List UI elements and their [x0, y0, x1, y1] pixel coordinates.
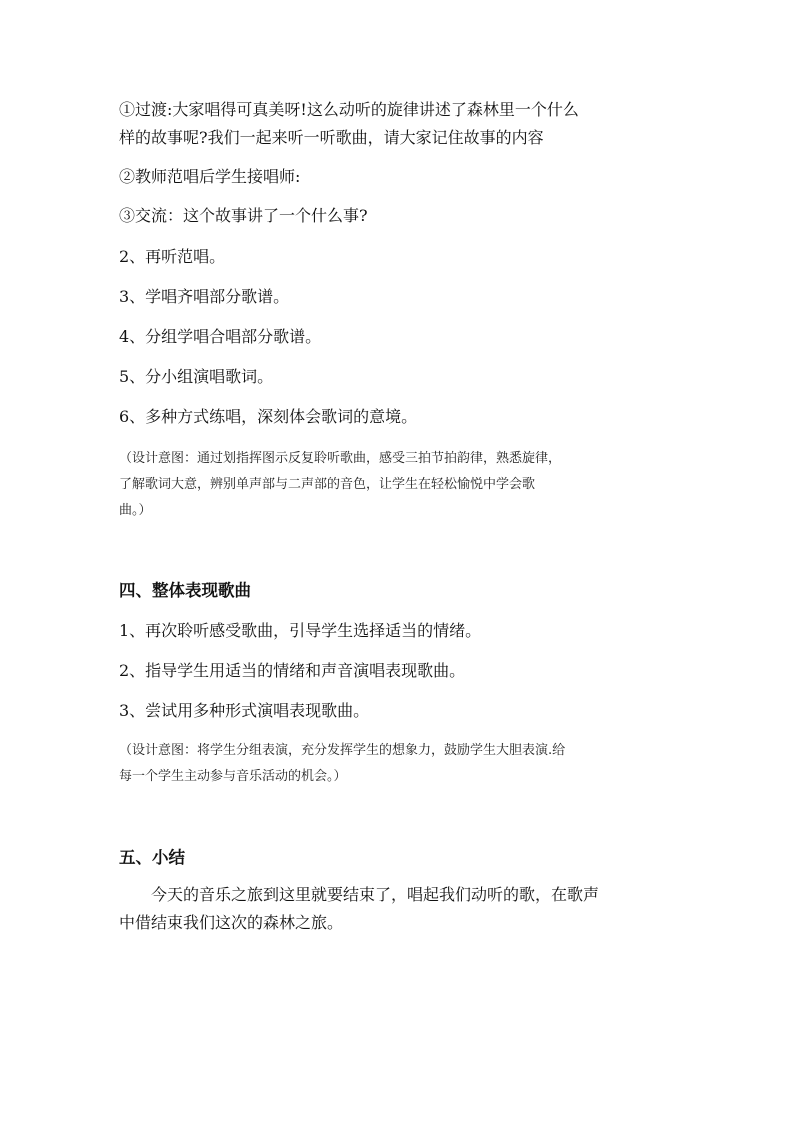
summary-line2: 中借结束我们这次的森林之旅。: [119, 913, 344, 932]
list-item: 4、分组学唱合唱部分歌谱。: [119, 327, 322, 346]
summary-line1: 今天的音乐之旅到这里就要结束了，唱起我们动听的歌，在歌声: [151, 885, 600, 904]
paragraph-teacher-sings: ②教师范唱后学生接唱师:: [119, 167, 301, 186]
list-item: 1、再次聆听感受歌曲，引导学生选择适当的情绪。: [119, 621, 482, 640]
list-item: 3、学唱齐唱部分歌谱。: [119, 287, 290, 306]
list-item: 5、分小组演唱歌词。: [119, 367, 274, 386]
paragraph-transition-line2: 样的故事呢?我们一起来听一听歌曲，请大家记住故事的内容: [119, 128, 544, 147]
list-item: 3、尝试用多种形式演唱表现歌曲。: [119, 701, 370, 720]
design-note-line3: 曲。）: [119, 503, 152, 518]
section-heading-summary: 五、小结: [119, 848, 185, 867]
paragraph-discussion: ③交流：这个故事讲了一个什么事?: [119, 206, 368, 225]
section-heading-perform: 四、整体表现歌曲: [119, 581, 251, 600]
list-item: 2、指导学生用适当的情绪和声音演唱表现歌曲。: [119, 661, 466, 680]
list-item: 2、再听范唱。: [119, 247, 226, 266]
design-note-line2: 每一个学生主动参与音乐活动的机会。）: [119, 769, 347, 784]
design-note-line1: （设计意图：将学生分组表演，充分发挥学生的想象力，鼓励学生大胆表演.给: [119, 743, 566, 758]
design-note-line2: 了解歌词大意，辨别单声部与二声部的音色，让学生在轻松愉悦中学会歌: [119, 477, 536, 492]
paragraph-transition-line1: ①过渡:大家唱得可真美呀!这么动听的旋律讲述了森林里一个什么: [119, 100, 579, 119]
list-item: 6、多种方式练唱，深刻体会歌词的意境。: [119, 407, 418, 426]
design-note-line1: （设计意图：通过划指挥图示反复聆听歌曲，感受三拍节拍韵律，熟悉旋律，: [119, 451, 562, 466]
